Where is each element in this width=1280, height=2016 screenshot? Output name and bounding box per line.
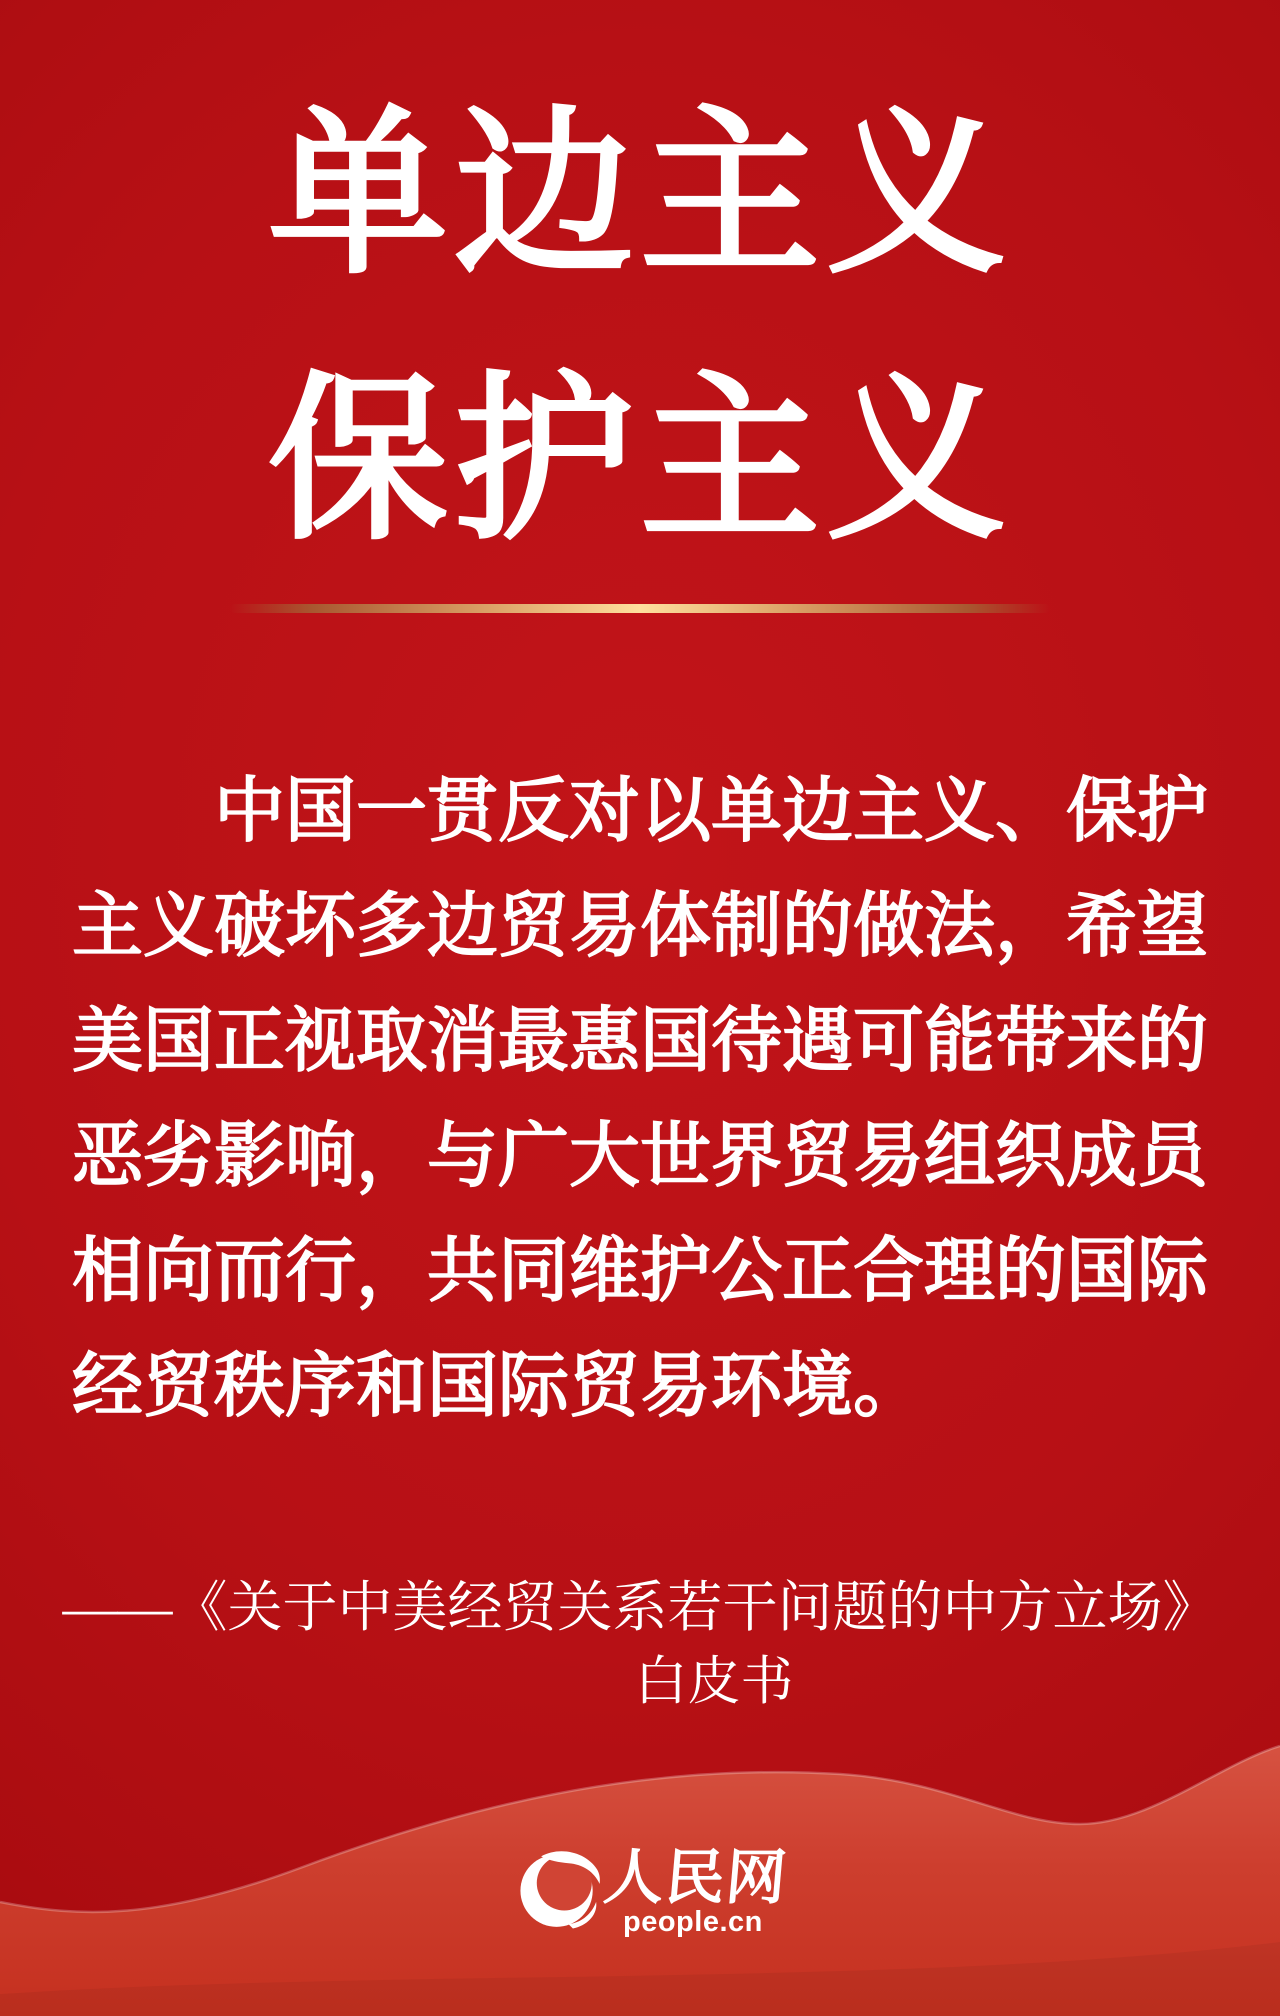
title-line-2: 保护主义: [267, 360, 1012, 561]
quote-line-4: 恶劣影响，与广大世界贸易组织成员: [72, 1117, 1209, 1196]
quote-line-2: 主义破坏多边贸易体制的做法，希望: [72, 887, 1209, 966]
title-line-1: 单边主义: [267, 94, 1012, 295]
quote-line-5: 相向而行，共同维护公正合理的国际: [72, 1232, 1209, 1311]
poster-title: [0, 62, 1280, 594]
quote-paragraph: [72, 754, 1208, 1444]
gold-divider: [230, 604, 1050, 613]
quote-line-6: 经贸秩序和国际贸易环境。: [72, 1347, 925, 1426]
quote-line-3: 美国正视取消最惠国待遇可能带来的: [72, 1002, 1209, 1081]
logo-domain-text: people.cn: [623, 1906, 763, 1938]
attribution-source-line2: 白皮书: [634, 1653, 794, 1711]
logo-cn-text: 人民网: [601, 1844, 790, 1911]
quote-line-1: 中国一贯反对以单边主义、保护: [214, 772, 1209, 851]
attribution-source: ——《关于中美经贸关系若干问题的中方立场》: [62, 1577, 1218, 1638]
peoplecn-swirl-icon: [517, 1844, 603, 1934]
